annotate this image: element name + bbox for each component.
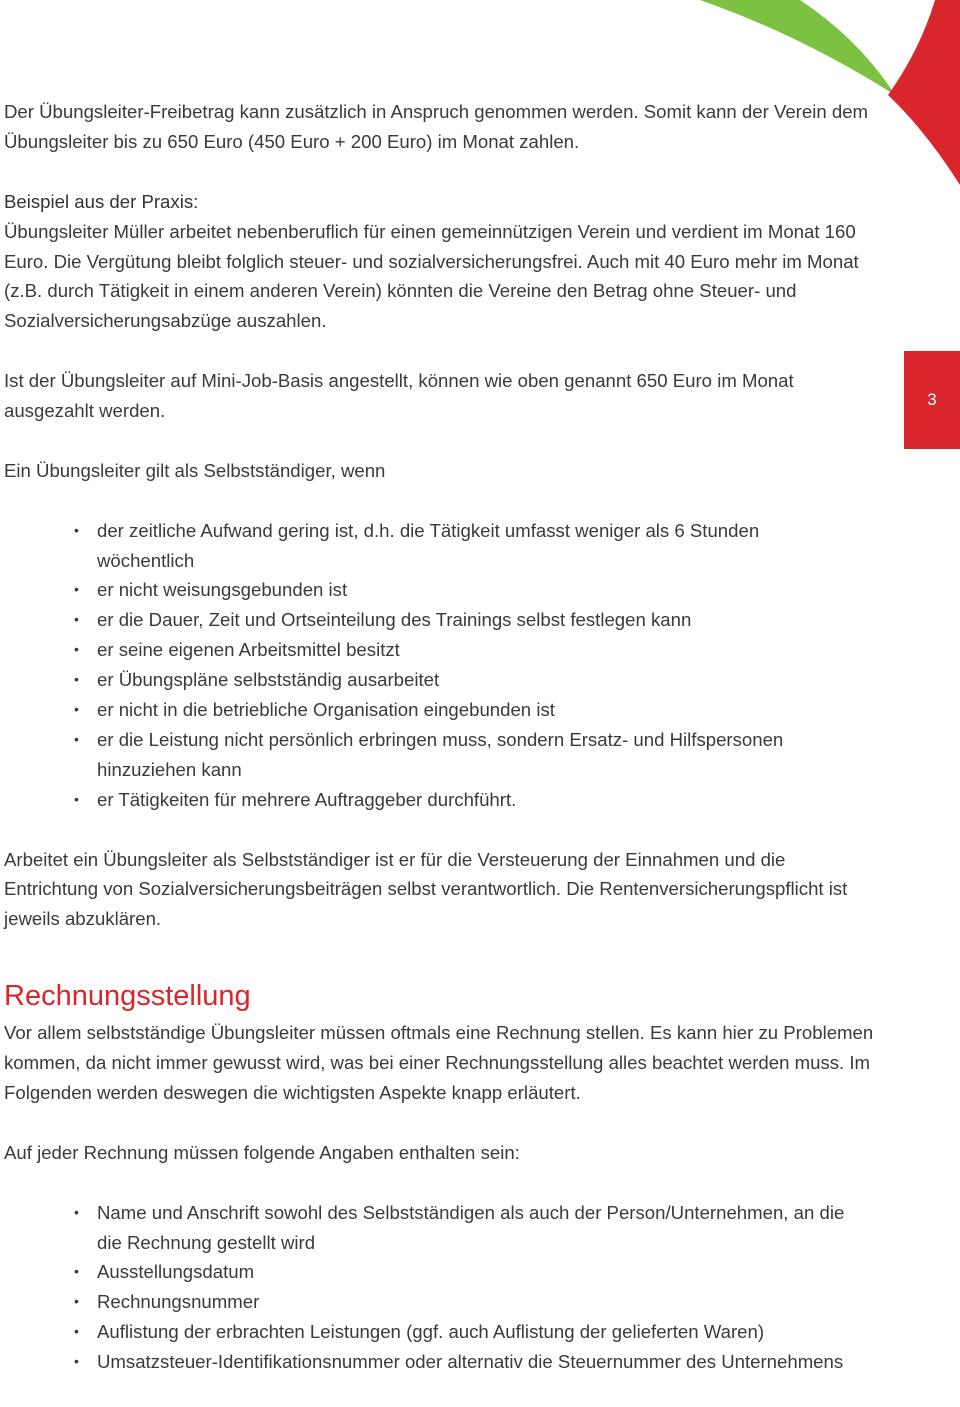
list-item-text: er Übungspläne selbstständig ausarbeitet	[97, 669, 440, 691]
self-employed-outro: Arbeitet ein Übungsleiter als Selbstständiger ist er für die Versteuerung der Einnahmen und die Entrichtung von Sozialversicherungsbeiträgen selbst verantwortlich. Die Rentenversicherungspflicht ist jeweils abzuklären.	[4, 848, 848, 930]
list-item-text: Rechnungsnummer	[97, 1291, 260, 1313]
bullet-icon: •	[74, 1263, 79, 1280]
list-item-text: er Tätigkeiten für mehrere Auftraggeber durchführt.	[97, 788, 517, 810]
list-item	[4, 516, 847, 576]
self-employed-intro: Ein Übungsleiter gilt als Selbstständiger, wenn	[4, 459, 386, 481]
list-item	[4, 785, 847, 815]
list-item	[4, 1287, 847, 1317]
list-item	[4, 1257, 847, 1287]
list-item	[4, 665, 847, 695]
list-item	[4, 1347, 847, 1377]
bullet-icon: •	[74, 611, 79, 628]
list-item-text: Name und Anschrift sowohl des Selbstständigen als auch der Person/Unternehmen, an die die Rechnung gestellt wird	[97, 1201, 845, 1253]
list-item-text: Auflistung der erbrachten Leistungen (ggf. auch Auflistung der gelieferten Waren)	[97, 1321, 765, 1343]
green-swoosh	[700, 0, 895, 95]
example-title: Beispiel aus der Praxis:	[4, 190, 199, 212]
list-item-text: er seine eigenen Arbeitsmittel besitzt	[97, 639, 400, 661]
list-item-text: Umsatzsteuer-Identifikationsnummer oder alternativ die Steuernummer des Unternehmens	[97, 1351, 844, 1373]
list-item	[4, 1317, 847, 1347]
list-item	[4, 695, 847, 725]
intro-paragraph: Der Übungsleiter-Freibetrag kann zusätzlich in Anspruch genommen werden. Somit kann der Verein dem Übungsleiter bis zu 650 Euro (450 Euro + 200 Euro) im Monat zahlen.	[4, 101, 869, 152]
page-number: 3	[927, 390, 937, 409]
bullet-icon: •	[74, 1203, 79, 1220]
document-body	[4, 97, 884, 1407]
bullet-icon: •	[74, 641, 79, 658]
self-employed-criteria-list	[4, 516, 884, 815]
bullet-icon: •	[74, 671, 79, 688]
bullet-icon: •	[74, 581, 79, 598]
invoice-requirements-list	[4, 1198, 884, 1377]
invoice-list-intro: Auf jeder Rechnung müssen folgende Angaben enthalten sein:	[4, 1141, 520, 1163]
bullet-icon: •	[74, 521, 79, 538]
list-item	[4, 635, 847, 665]
list-item-text: der zeitliche Aufwand gering ist, d.h. die Tätigkeit umfasst weniger als 6 Stunden wöchentlich	[97, 519, 760, 571]
section-heading-invoice: Rechnungsstellung	[4, 980, 251, 1013]
minijob-paragraph: Ist der Übungsleiter auf Mini-Job-Basis angestellt, können wie oben genannt 650 Euro im Monat ausgezahlt werden.	[4, 370, 794, 422]
bullet-icon: •	[74, 730, 79, 747]
example-paragraph: Übungsleiter Müller arbeitet nebenberuflich für einen gemeinnützigen Verein und verdient im Monat 160 Euro. Die Vergütung bleibt folglich steuer- und sozialversicherungsfrei. Auch mit 40 Euro mehr im Monat (z.B. durch Tätigkeit in einem anderen Verein) könnten die Vereine den Betrag ohne Steuer- und Sozialversicherungsabzüge auszahlen.	[4, 220, 859, 332]
list-item	[4, 605, 847, 635]
list-item	[4, 725, 847, 785]
list-item-text: er nicht in die betriebliche Organisation eingebunden ist	[97, 699, 555, 721]
list-item-text: er nicht weisungsgebunden ist	[97, 579, 348, 601]
bullet-icon: •	[74, 1353, 79, 1370]
red-swoosh	[888, 0, 960, 185]
bullet-icon: •	[74, 1323, 79, 1340]
list-item-text: er die Dauer, Zeit und Ortseinteilung des Trainings selbst festlegen kann	[97, 609, 692, 631]
bullet-icon: •	[74, 701, 79, 718]
list-item-text: er die Leistung nicht persönlich erbringen muss, sondern Ersatz- und Hilfspersonen hinzuziehen kann	[97, 728, 784, 780]
invoice-intro-paragraph: Vor allem selbstständige Übungsleiter müssen oftmals eine Rechnung stellen. Es kann hier zu Problemen kommen, da nicht immer gewusst wird, was bei einer Rechnungsstellung alles beachtet werden muss. Im Folgenden werden deswegen die wichtigsten Aspekte knapp erläutert.	[4, 1022, 874, 1103]
list-item	[4, 575, 847, 605]
bullet-icon: •	[74, 790, 79, 807]
page-number-tab	[904, 351, 960, 449]
list-item	[4, 1198, 847, 1258]
list-item-text: Ausstellungsdatum	[97, 1261, 255, 1283]
bullet-icon: •	[74, 1293, 79, 1310]
